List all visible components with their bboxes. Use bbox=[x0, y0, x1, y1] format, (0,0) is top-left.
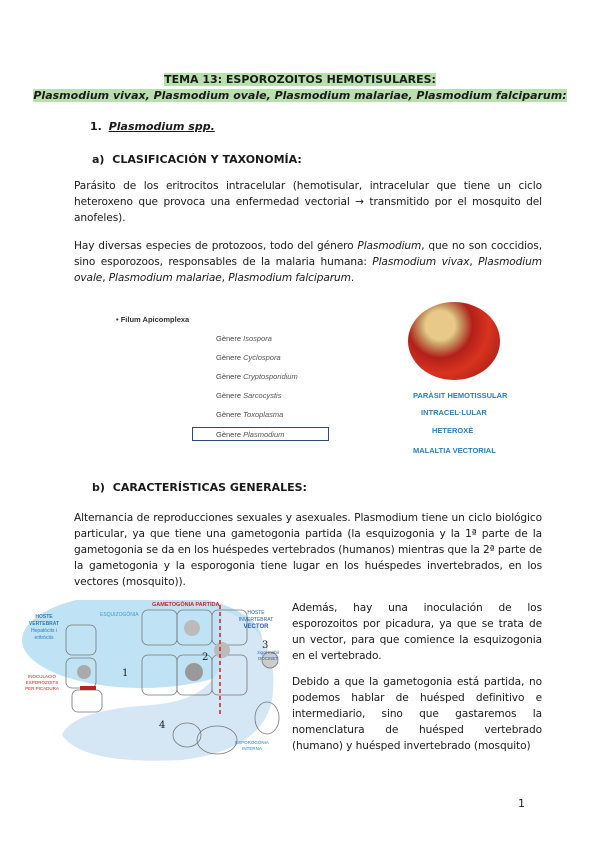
genus-prefix: Gènere bbox=[216, 353, 242, 362]
parasite-micrograph-image bbox=[408, 302, 500, 380]
section-title: Plasmodium spp. bbox=[108, 120, 215, 133]
text: , bbox=[221, 272, 229, 284]
label: HOSTE VERTEBRAT bbox=[28, 614, 60, 627]
genus-item-highlighted bbox=[192, 427, 329, 441]
page-number: 1 bbox=[518, 797, 525, 810]
genus-prefix: Gènere bbox=[216, 430, 242, 439]
paragraph-inoculation: Además, hay una inoculación de los esporozoitos por picadura, ya que se trata de un vector, para que comience la esquizogonia en el vertebrado. bbox=[292, 602, 542, 662]
text: Hay diversas especies de protozoos, todo del género bbox=[74, 240, 358, 252]
page-title: TEMA 13: ESPOROZOITOS HEMOTISULARES: bbox=[164, 73, 436, 86]
stage-number: 2 bbox=[202, 652, 209, 663]
gametogonia-label: GAMETOGÒNIA PARTIDA bbox=[152, 602, 220, 608]
genus-name: Toxoplasma bbox=[243, 410, 284, 419]
trait-label: INTRACEL·LULAR bbox=[421, 408, 487, 417]
life-cycle-diagram bbox=[22, 600, 292, 770]
text: , bbox=[469, 256, 479, 268]
label: Hepatòcits i eritròcits bbox=[30, 628, 58, 641]
genus-name: Cryptosporidium bbox=[243, 372, 298, 381]
paragraph-parasite: Parásito de los eritrocitos intracelular (hemotisular, intracelular que tiene un ciclo heteroxeno que provoca una enfermedad vectorial → transmitido por el mosquito del anofeles). bbox=[74, 180, 542, 224]
host-invertebrate-label bbox=[236, 610, 276, 631]
zygote-label: zigot mòbil OOCINET bbox=[257, 650, 279, 661]
text: . bbox=[350, 272, 355, 284]
phylum-label: Filum Apicomplexa bbox=[120, 315, 190, 324]
inoculation-label: INOCULACIÓ ESPOROZOITS PER PICADURA bbox=[25, 674, 59, 691]
trait-label: MALALTIA VECTORIAL bbox=[413, 446, 496, 455]
species-name: Plasmodium vivax bbox=[372, 256, 470, 268]
subsection-title: CARACTERÍSTICAS GENERALES: bbox=[112, 481, 307, 494]
paragraph-characteristics: Alternancia de reproducciones sexuales y asexuales. Plasmodium tiene un ciclo biológico particular, ya que tiene una gametogonia partida (la esquizogonia y la 1ª parte de la gametogonia se da en los huéspedes vertebrados (humanos) mientras que la 2ª parte de la gametogonia y la esporogonia tiene lugar en los huéspedes invertebrados, en los vectores (mosquito)). bbox=[74, 512, 542, 588]
species-name: Plasmodium ovale bbox=[74, 256, 542, 284]
species-name: Plasmodium malariae bbox=[108, 272, 222, 284]
genus-prefix: Gènere bbox=[216, 372, 242, 381]
subsection-label: b) bbox=[92, 481, 105, 494]
label: VECTOR bbox=[243, 624, 269, 630]
genus-item bbox=[216, 353, 281, 362]
page-subtitle: Plasmodium vivax, Plasmodium ovale, Plasmodium malariae, Plasmodium falciparum: bbox=[33, 89, 567, 102]
genus-name: Plasmodium bbox=[243, 430, 285, 439]
stage-number: 3 bbox=[262, 640, 269, 651]
subsection-label: a) bbox=[92, 153, 105, 166]
text: , que no son coccidios, sino esporozoos, responsables de la malaria humana: bbox=[74, 240, 542, 268]
subsection-heading-a bbox=[92, 153, 302, 166]
text: , bbox=[102, 272, 109, 284]
trait-label: PARÀSIT HEMOTISSULAR bbox=[413, 391, 508, 400]
genus-item bbox=[216, 410, 283, 419]
section-number: 1. bbox=[90, 120, 102, 133]
host-vertebrate-label bbox=[24, 614, 64, 642]
genus-prefix: Gènere bbox=[216, 391, 242, 400]
section-heading-1 bbox=[90, 120, 215, 133]
genus-name: Cyclospora bbox=[243, 353, 281, 362]
phylum-item: • Filum Apicomplexa bbox=[116, 315, 190, 324]
genus-item bbox=[216, 391, 281, 400]
species-name: Plasmodium falciparum bbox=[228, 272, 351, 284]
paragraph-species bbox=[74, 238, 542, 286]
taxonomy-figure bbox=[110, 300, 350, 460]
genus-item bbox=[216, 372, 298, 381]
genus-name: Isospora bbox=[243, 334, 272, 343]
subsection-title: CLASIFICACIÓN Y TAXONOMÍA: bbox=[112, 153, 302, 166]
esporogonia-label: ESPOROGÒNIA INTERNA bbox=[235, 740, 269, 751]
subsection-heading-b bbox=[92, 481, 307, 494]
esquizogonia-label: ESQUIZOGÒNIA bbox=[100, 612, 139, 618]
stage-number: 1 bbox=[122, 668, 129, 679]
stage-number: 4 bbox=[159, 720, 166, 731]
genus-prefix: Gènere bbox=[216, 410, 242, 419]
species-name: Plasmodium bbox=[357, 240, 422, 252]
genus-prefix: Gènere bbox=[216, 334, 242, 343]
trait-label: HETEROXÈ bbox=[432, 426, 474, 435]
document-title-block bbox=[0, 72, 600, 104]
label: HOSTE INVERTEBRAT bbox=[238, 610, 274, 623]
genus-name: Sarcocystis bbox=[243, 391, 282, 400]
paragraph-host-nomenclature: Debido a que la gametogonia está partida, no podemos hablar de huésped definitivo e intermediario, sino que gastaremos la nomenclatura de huésped vertebrado (humano) y huésped invertebrado (mosquito) bbox=[292, 676, 542, 752]
genus-item bbox=[216, 334, 272, 343]
